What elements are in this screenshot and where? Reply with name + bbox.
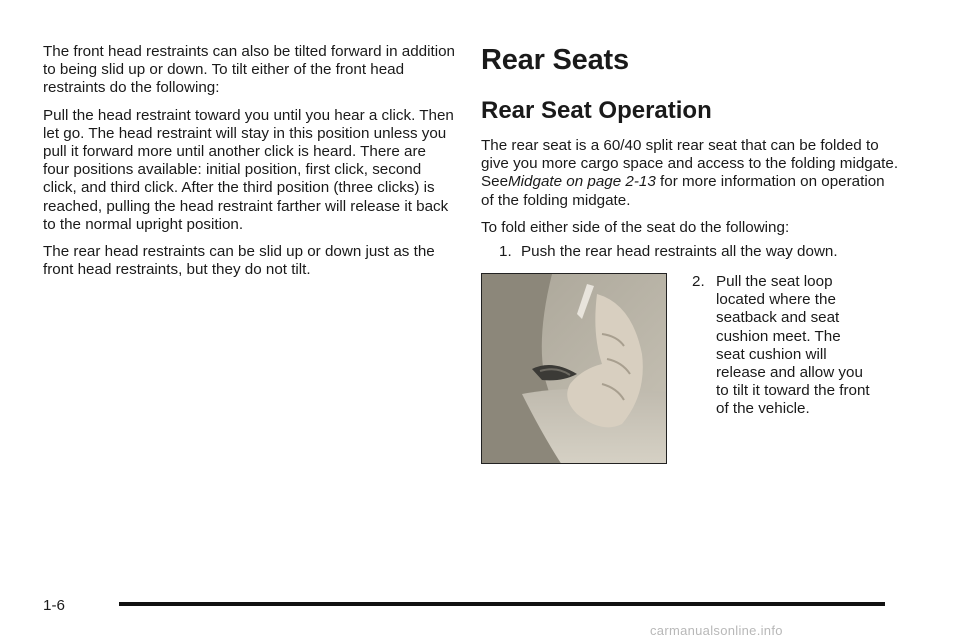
section-title: Rear Seats xyxy=(481,44,629,76)
footer-divider xyxy=(119,602,885,606)
left-column xyxy=(43,43,455,288)
midgate-page-reference[interactable]: Midgate on page 2-13 xyxy=(508,173,656,191)
step-text: Pull the seat loop located where the seatback and seat cushion meet. The seat cushion will release and allow you to tilt it toward the front of the vehicle. xyxy=(716,273,870,418)
step-number: 1. xyxy=(499,243,512,261)
intro-text: The rear seat is a 60/40 split rear seat that can be folded to give you more cargo space and access to the folding midgate. See xyxy=(481,137,899,191)
step-2 xyxy=(692,273,872,419)
paragraph-tilt-instructions: Pull the head restraint toward you until you hear a click. Then let go. The head restraint will stay in this position unless you pull it forward more until another click is heard. There are four positions available: initial position, first click, second click, and third click. After the third position (three clicks) is reached, pulling the head restraint farther will release it back to the normal upright position. xyxy=(43,106,454,233)
paragraph-rear-restraints: The rear head restraints can be slid up or down just as the front head restraints, but they do not tilt. xyxy=(43,243,435,279)
fold-intro: To fold either side of the seat do the following: xyxy=(481,218,790,236)
seat-loop-photo xyxy=(481,273,667,464)
watermark: carmanualsonline.info xyxy=(650,623,783,638)
paragraph-tilt-intro: The front head restraints can also be tilted forward in addition to being slid up or down. To tilt either of the front head restraints do the following: xyxy=(43,43,455,97)
rear-seat-intro xyxy=(481,137,901,210)
seat-loop-illustration xyxy=(482,274,667,464)
page-number: 1-6 xyxy=(43,597,65,614)
section-subtitle: Rear Seat Operation xyxy=(481,97,712,124)
step-number: 2. xyxy=(692,273,705,290)
right-column xyxy=(481,43,901,418)
intro-text-end: for more information on operation of the folding midgate. xyxy=(481,173,885,209)
step-text: Push the rear head restraints all the way down. xyxy=(521,243,838,261)
step-1 xyxy=(481,243,901,261)
